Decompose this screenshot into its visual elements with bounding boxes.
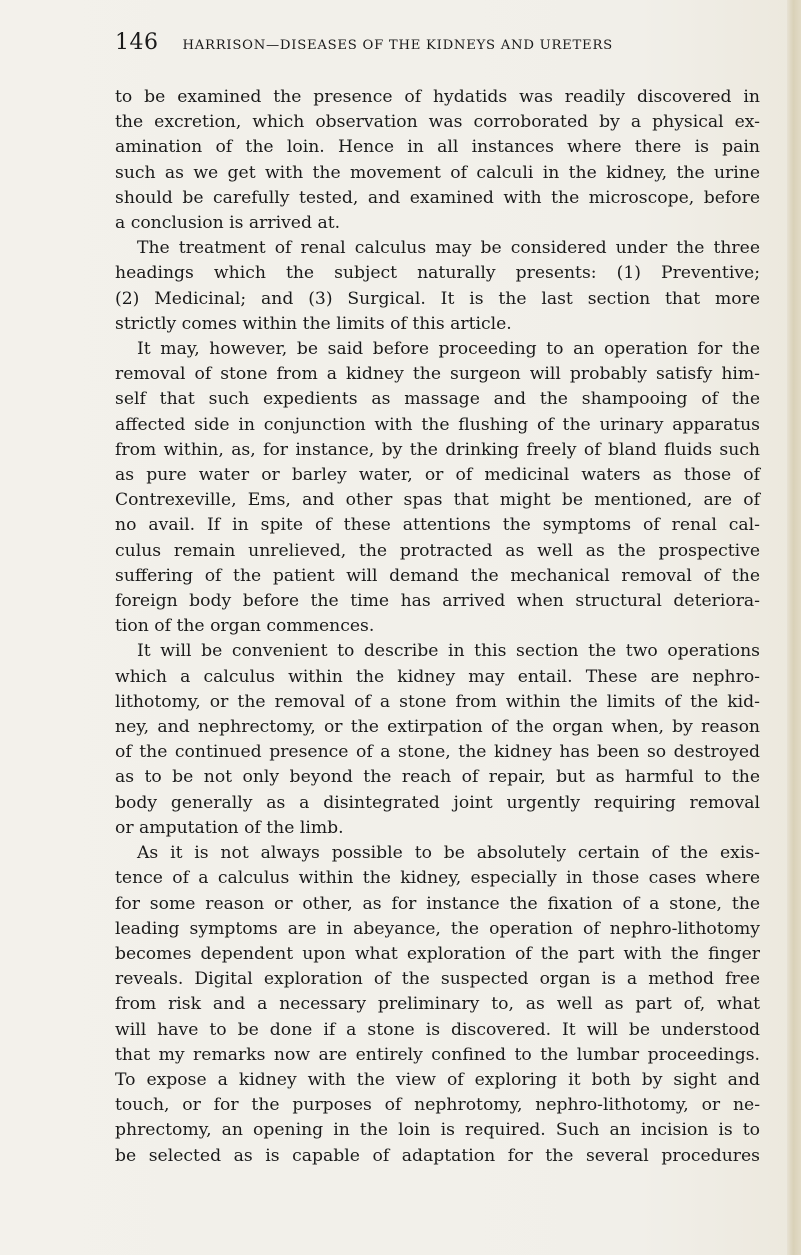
text-line: the excretion, which observation was corroborated by a physical ex- [115, 112, 760, 133]
text-line: As it is not always possible to be absolutely certain of the exis- [137, 843, 760, 864]
text-line: of the continued presence of a stone, the kidney has been so destroyed [115, 742, 760, 763]
text-line: phrectomy, an opening in the loin is required. Such an incision is to [115, 1120, 760, 1141]
text-line: which a calculus within the kidney may entail. These are nephro- [115, 666, 760, 687]
text-line: self that such expedients as massage and the shampooing of the [115, 389, 760, 410]
text-line: should be carefully tested, and examined with the microscope, before [115, 187, 760, 208]
text-line: will have to be done if a stone is discovered. It will be understood [115, 1019, 760, 1040]
page-number: 146 [115, 30, 159, 55]
text-line: for some reason or other, as for instance the fixation of a stone, the [115, 893, 760, 914]
text-line: a conclusion is arrived at. [115, 213, 341, 234]
text-line: to be examined the presence of hydatids was readily discovered in [115, 87, 760, 107]
text-line: from within, as, for instance, by the drinking freely of bland fluids such [115, 439, 760, 460]
text-line: affected side in conjunction with the flushing of the urinary apparatus [115, 414, 760, 435]
text-line: It will be convenient to describe in this section the two operations [137, 641, 760, 662]
text-line: removal of stone from a kidney the surgeon will probably satisfy him- [115, 364, 760, 385]
text-line: as pure water or barley water, or of medicinal waters as those of [115, 465, 760, 486]
text-line: strictly comes within the limits of this article. [115, 313, 512, 334]
text-line: headings which the subject naturally presents: (1) Preventive; [115, 263, 760, 284]
text-line: amination of the loin. Hence in all instances where there is pain [115, 137, 760, 158]
text-line: (2) Medicinal; and (3) Surgical. It is the last section that more [115, 288, 760, 309]
text-line: or amputation of the limb. [115, 817, 344, 838]
text-line: foreign body before the time has arrived when structural deteriora- [115, 591, 760, 612]
text-line: Contrexeville, Ems, and other spas that might be mentioned, are of [115, 490, 760, 511]
text-line: tion of the organ commences. [115, 616, 375, 637]
text-line: The treatment of renal calculus may be considered under the three [137, 238, 760, 259]
text-line: lithotomy, or the removal of a stone from within the limits of the kid- [115, 691, 760, 712]
text-line: touch, or for the purposes of nephrotomy, nephro-lithotomy, or ne- [115, 1095, 760, 1116]
text-line: from risk and a necessary preliminary to, as well as part of, what [115, 994, 760, 1015]
text-line: suffering of the patient will demand the mechanical removal of the [115, 565, 760, 586]
text-line: as to be not only beyond the reach of repair, but as harmful to the [115, 767, 760, 788]
text-line: ney, and nephrectomy, or the extirpation of the organ when, by reason [115, 717, 760, 738]
text-line: tence of a calculus within the kidney, especially in those cases where [115, 868, 760, 889]
text-line: be selected as is capable of adaptation for the several procedures [115, 1145, 760, 1166]
text-line: becomes dependent upon what exploration of the part with the finger [115, 943, 760, 964]
page-edge-shadow [787, 0, 801, 1255]
text-line: culus remain unrelieved, the protracted as well as the prospective [115, 540, 760, 561]
body-text [115, 85, 760, 1169]
text-line: reveals. Digital exploration of the suspected organ is a method free [115, 969, 760, 990]
text-line: such as we get with the movement of calculi in the kidney, the urine [115, 162, 760, 183]
text-line: no avail. If in spite of these attentions the symptoms of renal cal- [115, 515, 760, 536]
running-head: HARRISON—DISEASES OF THE KIDNEYS AND URETERS [182, 38, 613, 53]
page-header [115, 30, 755, 55]
text-line: body generally as a disintegrated joint urgently requiring removal [115, 792, 760, 813]
text-line: To expose a kidney with the view of exploring it both by sight and [115, 1069, 760, 1090]
text-line: that my remarks now are entirely confined to the lumbar proceedings. [115, 1044, 760, 1065]
text-line: It may, however, be said before proceeding to an operation for the [137, 339, 760, 360]
text-line: leading symptoms are in abeyance, the operation of nephro-lithotomy [115, 918, 760, 939]
